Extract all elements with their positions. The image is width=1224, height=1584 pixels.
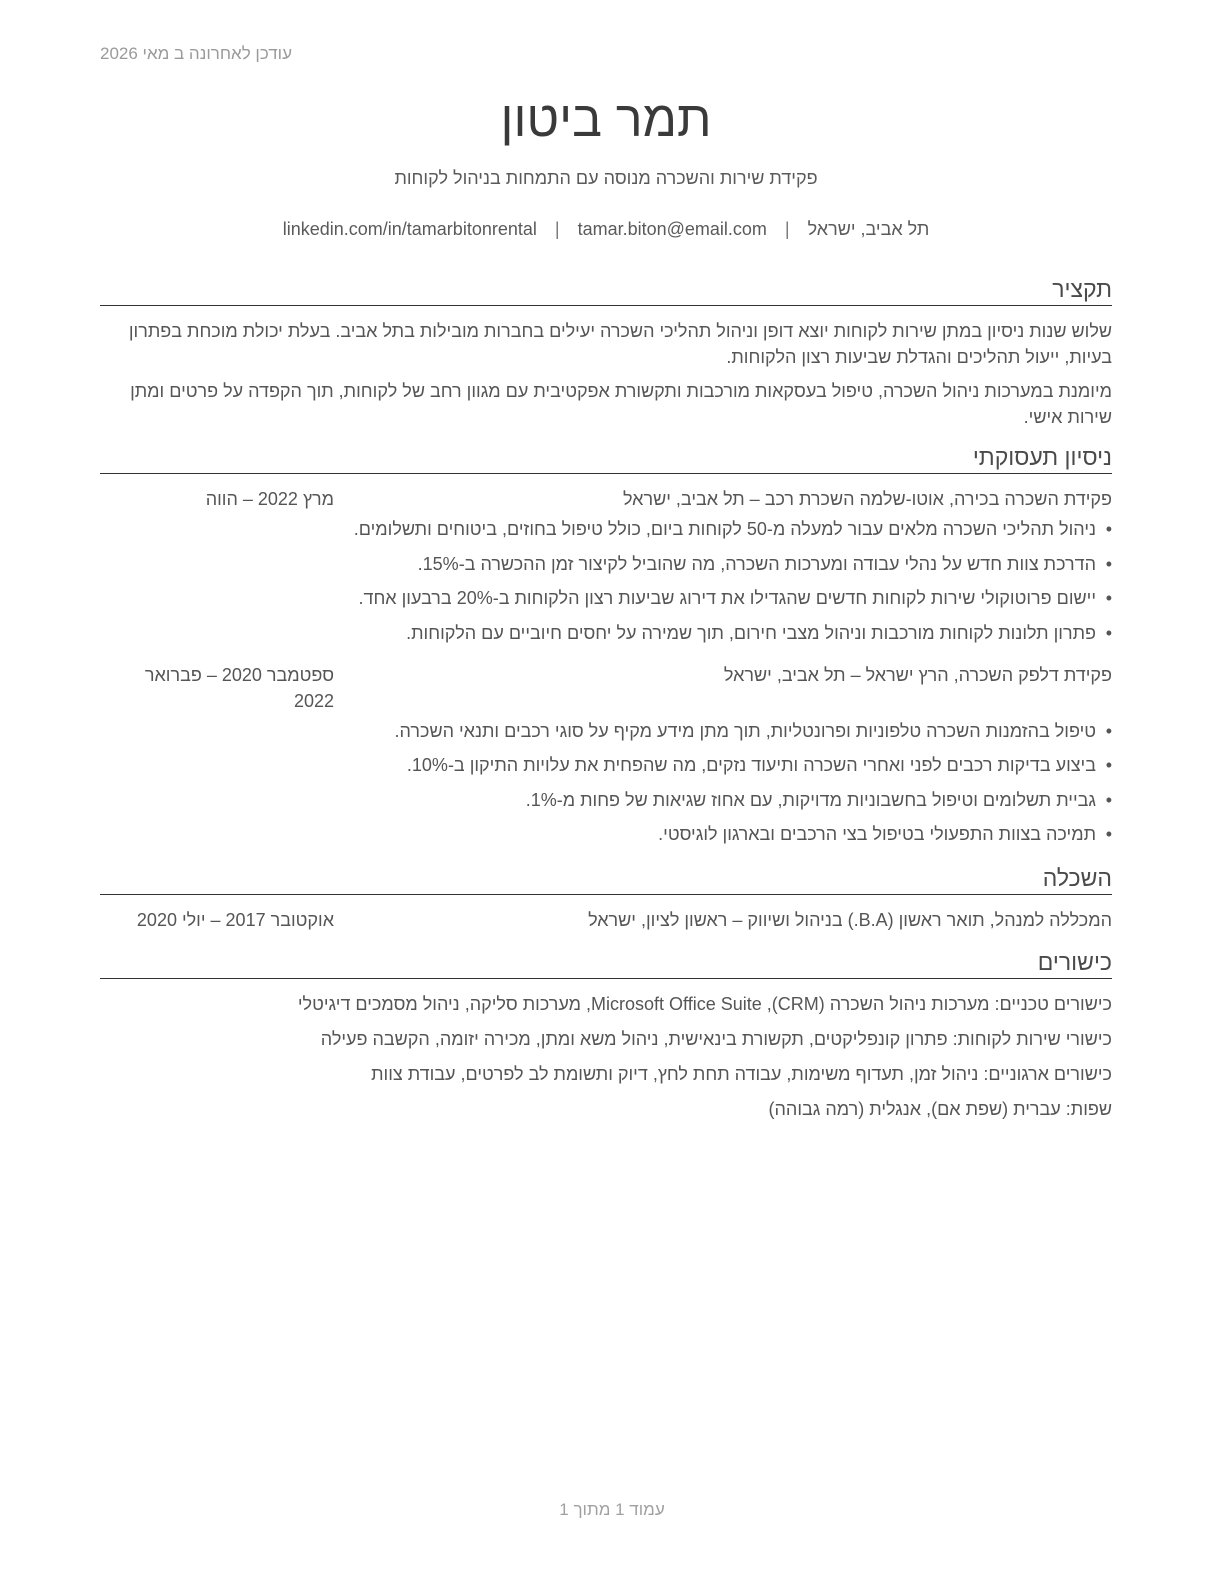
- job-bullet: • יישום פרוטוקולי שירות לקוחות חדשים שהגדילו את דירוג שביעות רצון הלקוחות ב-20% ברבעון אחד.: [334, 585, 1112, 611]
- job-bullet: • ניהול תהליכי השכרה מלאים עבור למעלה מ-50 לקוחות ביום, כולל טיפול בחוזים, ביטוחים ותשלומים.: [334, 516, 1112, 542]
- job-dates: מרץ 2022 – הווה: [205, 489, 334, 509]
- education-section: [100, 863, 1112, 933]
- job-bullet: • הדרכת צוות חדש על נהלי עבודה ומערכות השכרה, מה שהוביל לקיצור זמן ההכשרה ב-15%.: [334, 551, 1112, 577]
- job-bullets: [100, 516, 1112, 646]
- education-dates: אוקטובר 2017 – יולי 2020: [136, 910, 334, 930]
- contact-location: תל אביב, ישראל: [807, 219, 930, 239]
- candidate-subtitle: פקידת שירות והשכרה מנוסה עם התמחות בניהול לקוחות: [394, 168, 818, 188]
- job-bullets: [100, 718, 1112, 848]
- job-entry: [100, 662, 1112, 848]
- education-entry: [100, 907, 1112, 933]
- summary-paragraph: שלוש שנות ניסיון במתן שירות לקוחות יוצא דופן וניהול תהליכי השכרה יעילים בחברות מובילות בתל אביב. בעלת יכולת מוכחת בפתרון בעיות, ייעול תהליכים והגדלת שביעות רצון הלקוחות.: [128, 321, 1112, 367]
- section-title-skills: כישורים: [100, 947, 1112, 979]
- job-bullet: • פתרון תלונות לקוחות מורכבות וניהול מצבי חירום, תוך שמירה על יחסים חיוביים עם הלקוחות.: [334, 620, 1112, 646]
- skills-line: כישורים טכניים: מערכות ניהול השכרה (CRM), Microsoft Office Suite, מערכות סליקה, ניהול מסמכים דיגיטלי: [297, 994, 1112, 1014]
- contact-line: [100, 219, 1112, 240]
- job-title: פקידת דלפק השכרה, הרץ ישראל – תל אביב, ישראל: [723, 664, 1112, 685]
- job-dates: ספטמבר 2020 – פברואר 2022: [144, 664, 334, 711]
- resume-header: [100, 88, 1112, 240]
- last-updated-note: עודכן לאחרונה ב מאי 2026: [100, 44, 292, 63]
- job-entry: [100, 486, 1112, 646]
- section-title-education: השכלה: [100, 863, 1112, 895]
- job-title: פקידת השכרה בכירה, אוטו-שלמה השכרת רכב – תל אביב, ישראל: [623, 489, 1112, 509]
- job-bullet: • ביצוע בדיקות רכבים לפני ואחרי השכרה ותיעוד נזקים, מה שהפחית את עלויות התיקון ב-10%.: [334, 752, 1112, 778]
- experience-section: [100, 442, 1112, 847]
- skills-section: [100, 947, 1112, 1122]
- candidate-name: תמר ביטון: [500, 91, 712, 147]
- section-title-summary: תקציר: [100, 274, 1112, 306]
- job-bullet: • טיפול בהזמנות השכרה טלפוניות ופרונטליות, תוך מתן מידע מקיף על סוגי רכבים ותנאי השכרה.: [334, 718, 1112, 744]
- education-degree: המכללה למנהל, תואר ראשון (B.A.) בניהול ושיווק – ראשון לציון, ישראל: [588, 910, 1112, 930]
- page-number-footer: עמוד 1 מתוך 1: [559, 1500, 665, 1519]
- job-bullet: • תמיכה בצוות התפעולי בטיפול בצי הרכבים ובארגון לוגיסטי.: [334, 821, 1112, 847]
- summary-section: [100, 274, 1112, 430]
- job-header: [100, 486, 1112, 512]
- skills-line: כישורים ארגוניים: ניהול זמן, תעדוף משימות, עבודה תחת לחץ, דיוק ותשומת לב לפרטים, עבודת צוות: [371, 1064, 1112, 1084]
- job-header: [100, 662, 1112, 714]
- job-bullet: • גביית תשלומים וטיפול בחשבוניות מדויקות, עם אחוז שגיאות של פחות מ-1%.: [334, 787, 1112, 813]
- summary-paragraph: מיומנת במערכות ניהול השכרה, טיפול בעסקאות מורכבות ותקשורת אפקטיבית עם מגוון רחב של לקוחות, תוך הקפדה על פרטים ומתן שירות אישי.: [130, 381, 1112, 427]
- contact-separator: |: [554, 219, 560, 239]
- contact-email[interactable]: tamar.biton@email.com: [577, 219, 767, 239]
- skills-line: כישורי שירות לקוחות: פתרון קונפליקטים, תקשורת בינאישית, ניהול משא ומתן, מכירה יזומה, הקשבה פעילה: [320, 1029, 1112, 1049]
- contact-linkedin[interactable]: linkedin.com/in/tamarbitonrental: [282, 219, 537, 239]
- skills-line: שפות: עברית (שפת אם), אנגלית (רמה גבוהה): [768, 1099, 1112, 1119]
- resume-body: [100, 274, 1112, 1131]
- contact-separator: |: [784, 219, 790, 239]
- section-title-experience: ניסיון תעסוקתי: [100, 442, 1112, 474]
